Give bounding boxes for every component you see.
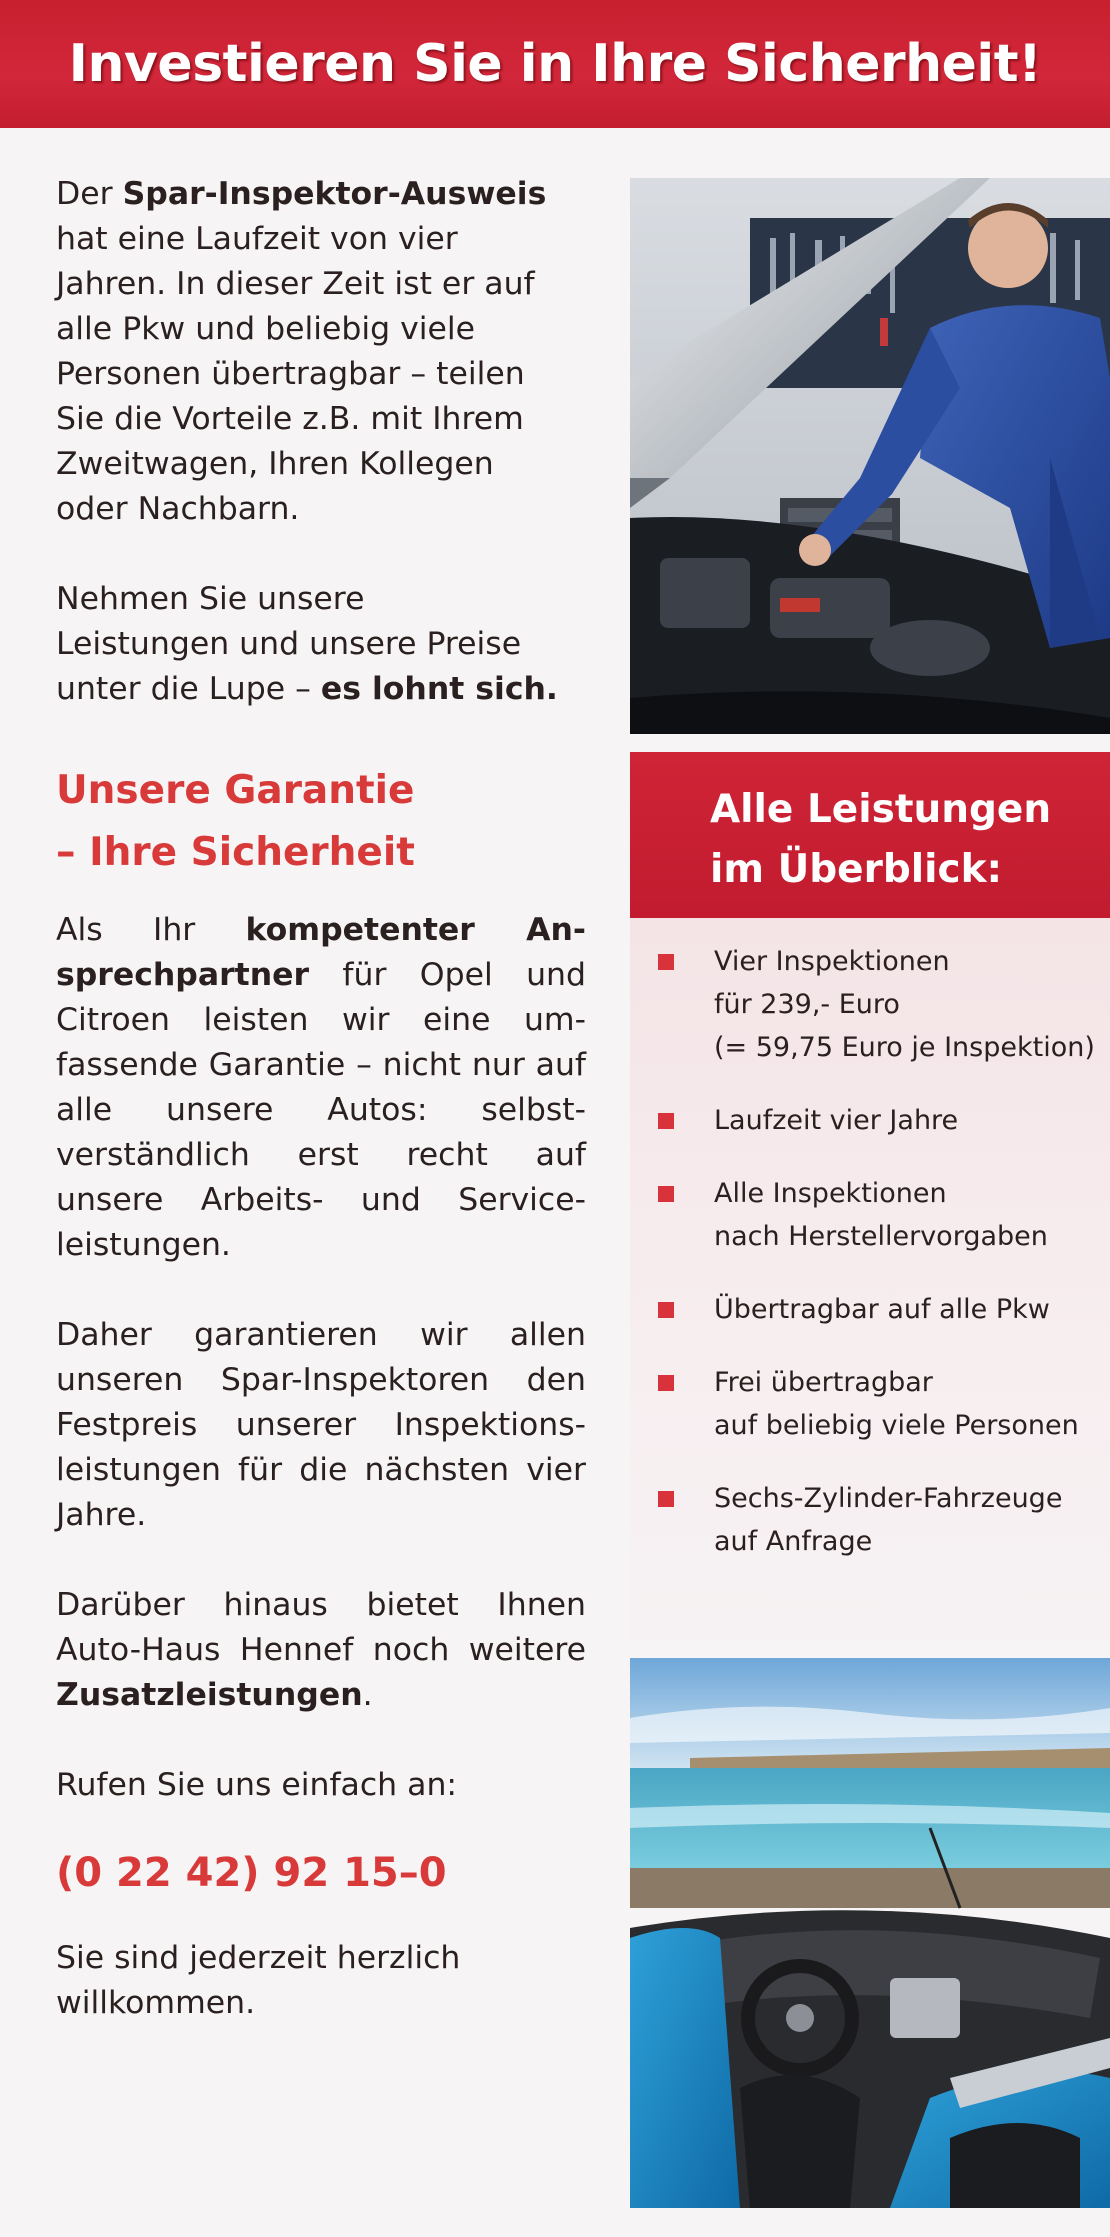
welcome-paragraph [56, 1936, 586, 2026]
zusatz-text: Darüber hinaus bietet Ihnen Auto-Haus Hennef noch weitere [56, 1587, 586, 1668]
intro-text: oder Nachbarn. [56, 491, 300, 527]
convertible-photo-illustration [630, 1658, 1110, 2208]
guarantee-heading [56, 760, 586, 884]
intro-text: Der [56, 176, 123, 212]
phone-number[interactable]: (0 22 42) 92 15–0 [56, 1850, 447, 1896]
services-list [630, 940, 1110, 1563]
lupe-text: Leistungen und unsere Preise [56, 626, 522, 662]
intro-text: Zweitwagen, Ihren Kollegen [56, 446, 494, 482]
guarantee-heading-line: – Ihre Sicherheit [56, 830, 415, 875]
mechanic-photo-illustration [630, 178, 1110, 734]
service-item-text: Alle Inspektionen [714, 1178, 947, 1209]
service-item-text: nach Herstellervorgaben [714, 1221, 1048, 1252]
festpreis-paragraph: Daher garantieren wir allen unseren Spar-Inspektoren den Festpreis unserer Inspektionsleistungen für die nächsten vier Jahre. [56, 1317, 586, 1533]
service-item-text: auf Anfrage [714, 1526, 873, 1557]
intro-text: Personen übertragbar – teilen [56, 356, 525, 392]
left-column [56, 172, 586, 2026]
service-item-text: Übertragbar auf alle Pkw [714, 1294, 1050, 1325]
zusatz-bold: Zusatzleistungen [56, 1677, 363, 1713]
services-heading-line: Alle Leistungen [710, 787, 1052, 832]
services-heading-box [630, 752, 1110, 918]
guarantee-paragraph [56, 908, 586, 1268]
page-title: Investieren Sie in Ihre Sicherheit! [68, 34, 1042, 94]
lupe-bold: es lohnt sich. [320, 671, 558, 707]
lupe-text: unter die Lupe – [56, 671, 321, 707]
zusatz-text: . [362, 1677, 373, 1713]
guarantee-text: für Opel und Citroen leisten wir eine umfassende Garantie – nicht nur auf alle unsere Autos: selbstverständlich erst recht auf unsere Arbeits- und Serviceleistungen. [56, 957, 586, 1263]
zusatz-paragraph [56, 1583, 586, 1718]
service-item-text: auf beliebig viele Personen [714, 1410, 1079, 1441]
guarantee-heading-line: Unsere Garantie [56, 768, 415, 813]
intro-bold-term: Spar-Inspektor-Ausweis [122, 176, 547, 212]
intro-text: hat eine Laufzeit von vier [56, 221, 458, 257]
service-item [630, 940, 1110, 1069]
service-item [630, 1099, 1110, 1142]
service-item-text: Laufzeit vier Jahre [714, 1105, 959, 1136]
intro-text: alle Pkw und beliebig viele [56, 311, 476, 347]
service-item [630, 1361, 1110, 1447]
service-item-text: Sechs-Zylinder-Fahrzeuge [714, 1483, 1063, 1514]
square-bullet-icon [658, 1186, 674, 1202]
guarantee-bold-term: kompetenter Ansprechpartner [56, 912, 586, 993]
lupe-text: Nehmen Sie unsere [56, 581, 365, 617]
intro-text: Sie die Vorteile z.B. mit Ihrem [56, 401, 524, 437]
service-item-text: Vier Inspektionen [714, 946, 950, 977]
service-item-text: für 239,- Euro [714, 989, 900, 1020]
service-item [630, 1477, 1110, 1563]
mechanic-photo [630, 178, 1110, 734]
services-list-box [630, 918, 1110, 1640]
square-bullet-icon [658, 1113, 674, 1129]
intro-text: Jahren. In dieser Zeit ist er auf [56, 266, 535, 302]
convertible-photo [630, 1658, 1110, 2208]
services-heading-line: im Überblick: [710, 847, 1003, 892]
call-text: Rufen Sie uns einfach an: [56, 1767, 458, 1803]
service-item [630, 1288, 1110, 1331]
square-bullet-icon [658, 954, 674, 970]
lupe-paragraph [56, 577, 586, 712]
header-banner [0, 0, 1110, 128]
service-item-text: Frei übertragbar [714, 1367, 933, 1398]
square-bullet-icon [658, 1302, 674, 1318]
square-bullet-icon [658, 1375, 674, 1391]
welcome-text: Sie sind jederzeit herzlich [56, 1940, 461, 1976]
service-item [630, 1172, 1110, 1258]
square-bullet-icon [658, 1491, 674, 1507]
service-item-text: (= 59,75 Euro je Inspektion) [714, 1032, 1095, 1063]
guarantee-text: Als Ihr [56, 912, 246, 948]
intro-paragraph [56, 172, 586, 532]
welcome-text: willkommen. [56, 1985, 256, 2021]
